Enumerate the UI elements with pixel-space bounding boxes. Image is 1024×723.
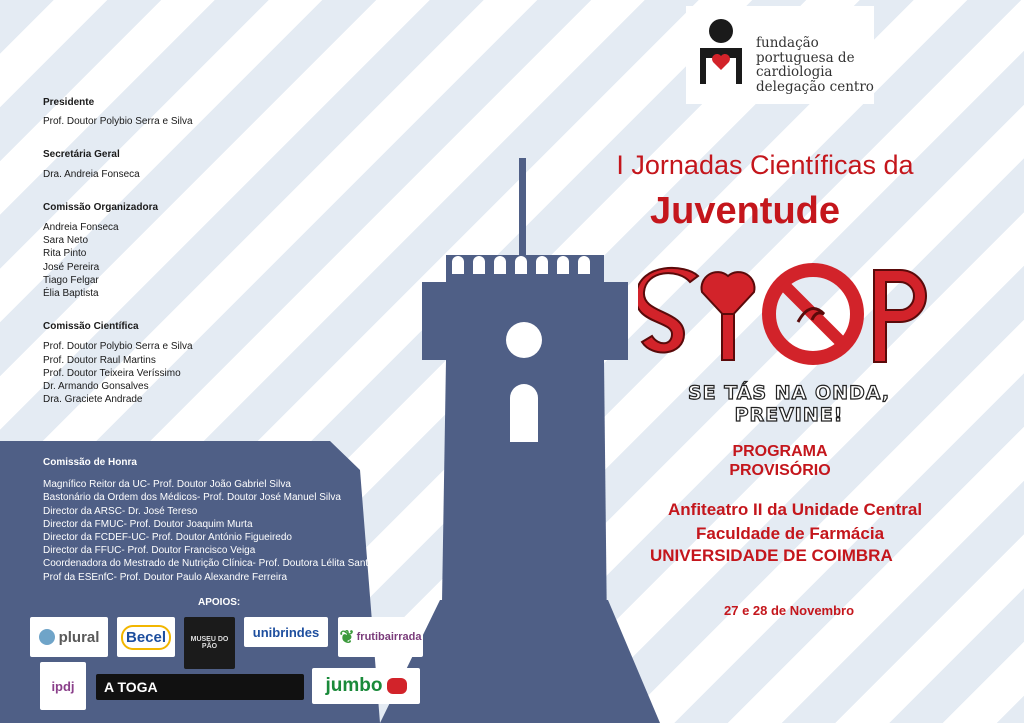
organizer-name xyxy=(756,36,874,94)
programa-label xyxy=(700,442,860,480)
event-dates: 27 e 28 de Novembro xyxy=(724,603,855,618)
presidente-heading: Presidente xyxy=(43,97,95,108)
list-item: Director da ARSC- Dr. José Tereso xyxy=(43,505,198,517)
programa-line: PROVISÓRIO xyxy=(729,462,831,479)
honra-list xyxy=(43,478,433,584)
list-item: José Pereira xyxy=(43,261,100,273)
list-item: Prof da ESEnfC- Prof. Doutor Paulo Alexandre Ferreira xyxy=(43,571,288,583)
sponsor-logo-plural xyxy=(30,617,108,657)
secretaria-heading: Secretária Geral xyxy=(43,149,120,161)
organizer-line: fundação xyxy=(756,35,819,51)
list-item: Andreia Fonseca xyxy=(43,222,119,234)
list-item: Bastonário da Ordem dos Médicos- Prof. Doutor José Manuel Silva xyxy=(43,492,341,504)
logo-text: A TOGA xyxy=(104,679,158,695)
logo-text: frutibairrada xyxy=(356,631,422,643)
person-heart-icon xyxy=(692,18,750,94)
list-item: Prof. Doutor Raul Martins xyxy=(43,354,156,366)
organizer-line: cardiologia xyxy=(756,64,833,80)
logo-text: MUSEU DO PÃO xyxy=(190,636,229,650)
sponsor-logo-unibrindes xyxy=(244,617,328,647)
secretaria-list xyxy=(43,168,423,181)
plural-icon xyxy=(39,629,55,645)
sponsor-logo-museu-do-pao xyxy=(184,617,235,669)
venue-line1: Anfiteatro II da Unidade Central xyxy=(668,500,923,519)
list-item: Prof. Doutor Teixeira Veríssimo xyxy=(43,367,181,379)
logo-text: Becel xyxy=(121,625,171,650)
honra-heading: Comissão de Honra xyxy=(43,457,137,468)
list-item: Director da FCDEF-UC- Prof. Doutor António Figueiredo xyxy=(43,532,292,544)
list-item: Élia Baptista xyxy=(43,288,99,300)
sponsor-logo-jumbo xyxy=(312,668,420,704)
list-item: Rita Pinto xyxy=(43,248,87,260)
list-item: Dr. Armando Gonsalves xyxy=(43,381,149,393)
list-item: Coordenadora do Mestrado de Nutrição Clínica- Prof. Doutora Lélita Santos xyxy=(43,558,379,570)
list-item: Tiago Felgar xyxy=(43,274,99,286)
event-title-line2: Juventude xyxy=(649,190,841,232)
organizer-line: delegação centro xyxy=(756,78,874,95)
list-item: Sara Neto xyxy=(43,235,89,247)
list-item: Magnífico Reitor da UC- Prof. Doutor João Gabriel Silva xyxy=(43,479,291,491)
honra-section xyxy=(43,456,433,584)
presidente-list xyxy=(43,115,423,128)
sponsor-logo-becel xyxy=(117,617,175,657)
venue-line3: UNIVERSIDADE DE COIMBRA xyxy=(650,546,893,565)
cientifica-heading: Comissão Científica xyxy=(43,321,139,333)
logo-text: unibrindes xyxy=(252,624,320,640)
stop-slogan: SE TÁS NA ONDA, PREVINE! xyxy=(687,382,891,426)
list-item: Director da FFUC- Prof. Doutor Francisco Veiga xyxy=(43,545,256,557)
cientifica-list xyxy=(43,340,423,406)
programa-line: PROGRAMA xyxy=(732,443,828,460)
sponsor-logo-a-toga xyxy=(96,674,304,700)
logo-text: jumbo xyxy=(325,675,383,696)
committee-column xyxy=(43,96,423,406)
leaf-icon: ❦ xyxy=(339,626,355,647)
organizer-logo xyxy=(686,6,874,104)
stop-logo xyxy=(638,262,940,382)
list-item: Director da FMUC- Prof. Doutor Joaquim Murta xyxy=(43,518,253,530)
organizadora-list xyxy=(43,221,423,300)
logo-text: plural xyxy=(58,628,100,646)
list-item: Prof. Doutor Polybio Serra e Silva xyxy=(43,341,193,353)
list-item: Dra. Andreia Fonseca xyxy=(43,168,140,180)
organizadora-heading: Comissão Organizadora xyxy=(43,201,159,213)
organizer-line: portuguesa de xyxy=(756,49,855,66)
list-item: Dra. Graciete Andrade xyxy=(43,394,143,406)
venue-line2: Faculdade de Farmácia xyxy=(696,524,885,543)
list-item: Prof. Doutor Polybio Serra e Silva xyxy=(43,116,193,128)
elephant-icon xyxy=(387,678,407,694)
event-title-line1: I Jornadas Científicas da xyxy=(616,150,914,180)
sponsor-logo-ipdj xyxy=(40,662,86,710)
apoios-label: APOIOS: xyxy=(198,597,241,608)
sponsor-logo-frutibairrada xyxy=(338,617,423,657)
logo-text: ipdj xyxy=(51,678,75,694)
